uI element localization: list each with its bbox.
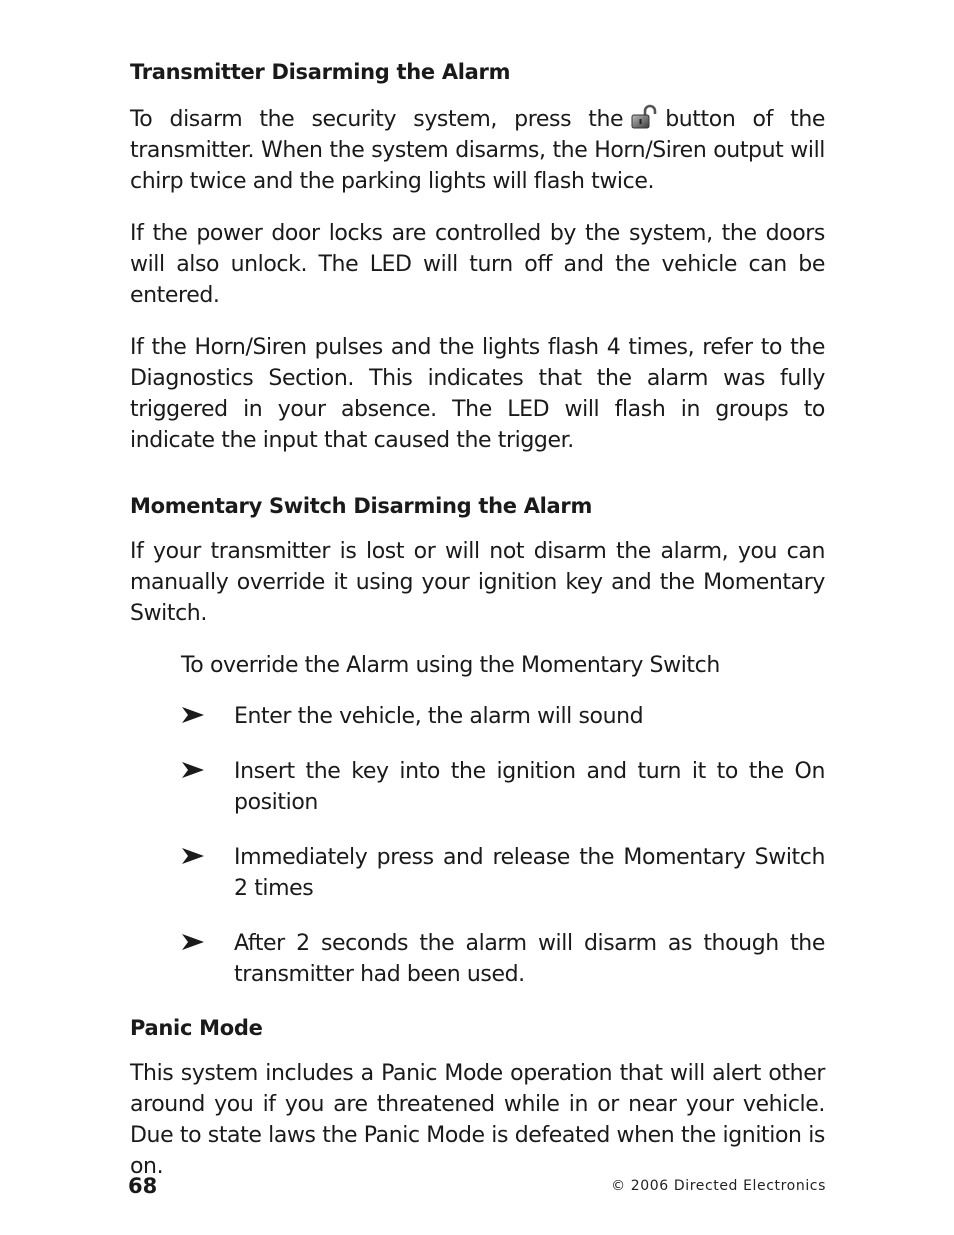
paragraph-horn-pulses: If the Horn/Siren pulses and the lights flash 4 times, refer to the Diagnostics Section. This indicates that the alarm was fully triggered in your absence. The LED will flash in groups to indicate the input that caused the trigger. (130, 335, 825, 453)
list-item (181, 701, 825, 732)
paragraph-disarm-instructions (130, 104, 825, 197)
paragraph-door-locks: If the power door locks are controlled by the system, the doors will also unlock. The LED will turn off and the vehicle can be entered. (130, 221, 825, 308)
arrow-bullet-icon (181, 706, 205, 724)
steps-intro: To override the Alarm using the Momentary Switch (181, 653, 720, 678)
page-number: 68 (128, 1174, 158, 1198)
paragraph-text-after-icon: button of the transmitter. When the system disarms, the Horn/Siren output will chirp twice and the parking lights will flash twice. (130, 107, 825, 194)
arrow-bullet-icon (181, 761, 205, 779)
arrow-bullet-icon (181, 933, 205, 951)
list-item (181, 756, 825, 818)
section-heading-panic-mode: Panic Mode (130, 1016, 263, 1040)
step-text: Enter the vehicle, the alarm will sound (234, 704, 644, 729)
arrow-bullet-icon (181, 847, 205, 865)
copyright-notice: © 2006 Directed Electronics (611, 1178, 826, 1194)
paragraph-transmitter-lost: If your transmitter is lost or will not disarm the alarm, you can manually override it using your ignition key and the Momentary Switch. (130, 539, 825, 626)
section-heading-momentary-switch: Momentary Switch Disarming the Alarm (130, 494, 593, 518)
unlock-icon (629, 104, 659, 130)
paragraph-panic-mode: This system includes a Panic Mode operation that will alert other around you if you are threatened while in or near your vehicle. Due to state laws the Panic Mode is defeated when the ignition is on. (130, 1061, 825, 1179)
step-text: Immediately press and release the Momentary Switch 2 times (234, 845, 825, 901)
list-item (181, 842, 825, 904)
list-item (181, 928, 825, 990)
step-text: After 2 seconds the alarm will disarm as though the transmitter had been used. (234, 931, 825, 987)
manual-page (130, 58, 825, 1182)
override-steps-list (130, 701, 825, 990)
step-text: Insert the key into the ignition and turn it to the On position (234, 759, 825, 815)
section-heading-transmitter-disarming: Transmitter Disarming the Alarm (130, 60, 511, 84)
paragraph-text-before-icon: To disarm the security system, press the (130, 107, 624, 132)
